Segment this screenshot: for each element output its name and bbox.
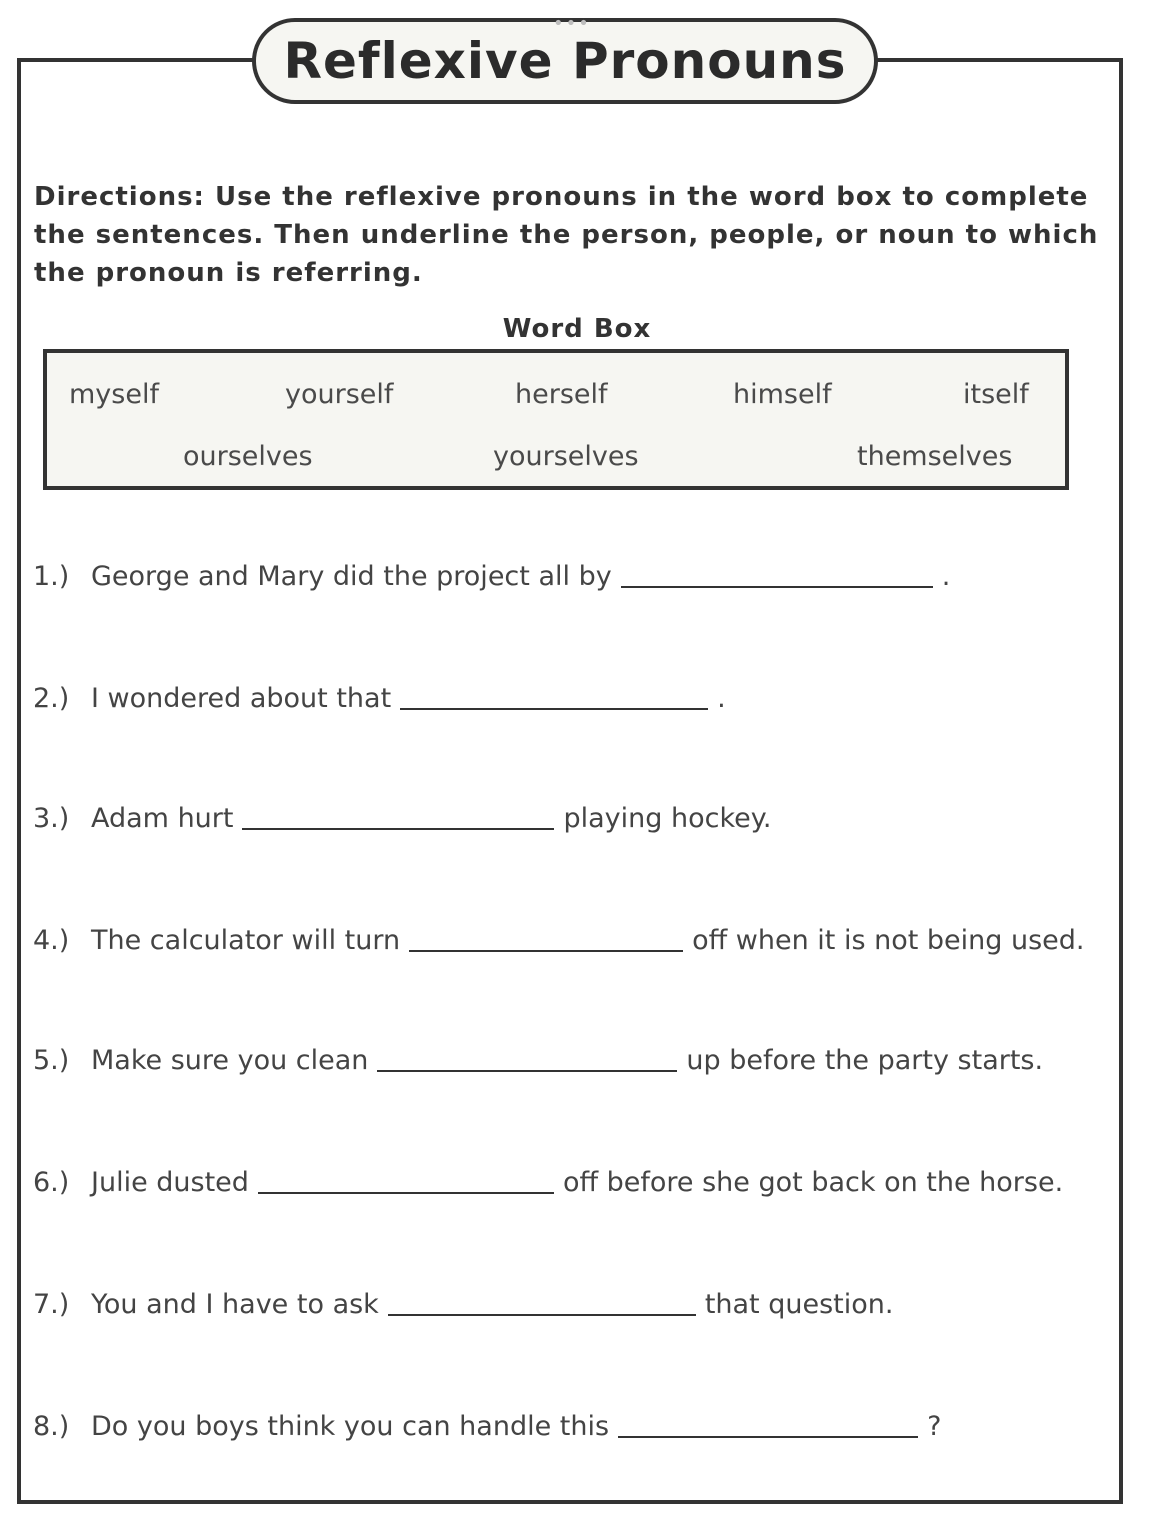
question-text-after: playing hockey. xyxy=(563,803,772,834)
question-text-before: Do you boys think you can handle this xyxy=(91,1411,610,1442)
question-6 xyxy=(33,1164,1063,1198)
question-number: 1.) xyxy=(33,561,70,592)
question-text-after: up before the party starts. xyxy=(686,1045,1044,1076)
more-options-icon: ••• xyxy=(553,13,591,34)
answer-blank[interactable] xyxy=(400,680,708,710)
word-yourselves: yourselves xyxy=(493,441,639,472)
answer-blank[interactable] xyxy=(258,1164,554,1194)
question-text-before: The calculator will turn xyxy=(91,925,401,956)
question-number: 7.) xyxy=(33,1289,70,1320)
answer-blank[interactable] xyxy=(242,800,554,830)
question-text-after: . xyxy=(717,683,726,714)
question-number: 4.) xyxy=(33,925,70,956)
question-4 xyxy=(33,922,1085,956)
word-itself: itself xyxy=(963,379,1029,410)
question-number: 5.) xyxy=(33,1045,70,1076)
question-text-after: that question. xyxy=(704,1289,894,1320)
answer-blank[interactable] xyxy=(377,1042,677,1072)
question-3 xyxy=(33,800,771,834)
question-number: 2.) xyxy=(33,683,70,714)
question-text-before: Make sure you clean xyxy=(91,1045,369,1076)
question-number: 8.) xyxy=(33,1411,70,1442)
question-text-before: You and I have to ask xyxy=(91,1289,379,1320)
question-7 xyxy=(33,1286,893,1320)
word-himself: himself xyxy=(733,379,832,410)
word-box xyxy=(43,349,1069,490)
word-herself: herself xyxy=(515,379,608,410)
word-ourselves: ourselves xyxy=(183,441,313,472)
question-number: 6.) xyxy=(33,1167,70,1198)
question-number: 3.) xyxy=(33,803,70,834)
directions-line-1: Directions: Use the reflexive pronouns in the word box to complete xyxy=(34,182,1089,212)
directions xyxy=(34,178,1099,292)
word-box-title: Word Box xyxy=(502,314,652,344)
answer-blank[interactable] xyxy=(409,922,683,952)
answer-blank[interactable] xyxy=(388,1286,696,1316)
page-title: Reflexive Pronouns xyxy=(283,32,847,90)
answer-blank[interactable] xyxy=(618,1408,918,1438)
question-text-after: . xyxy=(941,561,951,592)
question-1 xyxy=(33,558,950,592)
question-text-before: George and Mary did the project all by xyxy=(91,561,612,592)
question-text-after: off when it is not being used. xyxy=(692,925,1085,956)
question-text-before: Julie dusted xyxy=(91,1167,249,1198)
word-myself: myself xyxy=(69,379,159,410)
directions-line-2: the sentences. Then underline the person, people, or noun to which xyxy=(34,220,1099,250)
question-8 xyxy=(33,1408,941,1442)
answer-blank[interactable] xyxy=(621,558,933,588)
question-text-before: Adam hurt xyxy=(91,803,234,834)
question-5 xyxy=(33,1042,1043,1076)
question-text-before: I wondered about that xyxy=(91,683,392,714)
directions-line-3: the pronoun is referring. xyxy=(34,258,423,288)
word-themselves: themselves xyxy=(857,441,1013,472)
question-text-after: ? xyxy=(927,1411,942,1442)
question-2 xyxy=(33,680,726,714)
word-yourself: yourself xyxy=(285,379,394,410)
question-text-after: off before she got back on the horse. xyxy=(562,1167,1064,1198)
